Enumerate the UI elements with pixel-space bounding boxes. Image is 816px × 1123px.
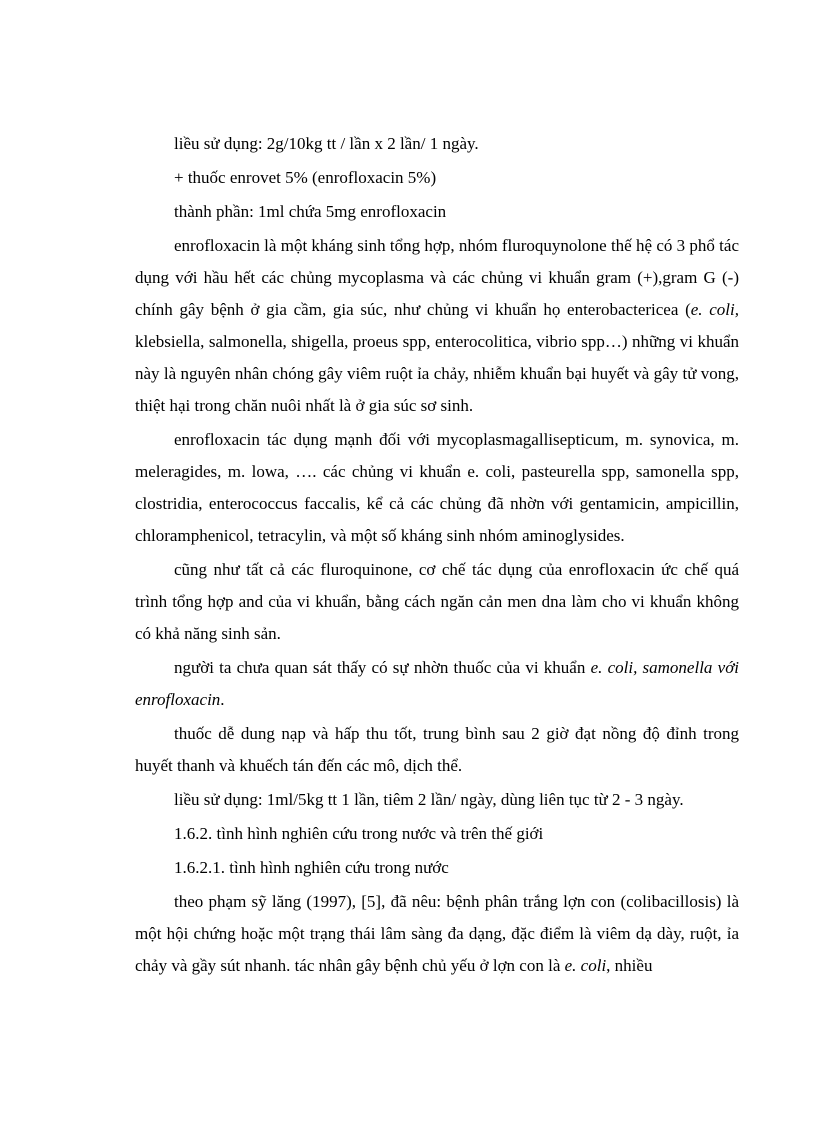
paragraph-drug-enrovet: + thuốc enrovet 5% (enrofloxacin 5%) [174,168,437,187]
text-run: theo phạm sỹ lăng (1997), [5], đã nêu: bệnh phân trắng lợn con (colibacillosis) là một hội chứng hoặc một trạng thái lâm sàng đa dạng, đặc điểm là viêm dạ dày, ruột, ỉa chảy và gầy sút nhanh. tác nhân gây bệnh chủ yếu ở lợn con là [135,892,739,975]
paragraph-absorption: thuốc dễ dung nạp và hấp thu tốt, trung bình sau 2 giờ đạt nồng độ đỉnh trong huyết thanh và khuếch tán đến các mô, dịch thể. [135,724,739,775]
italic-run: e. coli, [690,300,739,319]
paragraph-enrofloxacin-description [135,230,739,422]
text-run: enrofloxacin là một kháng sinh tổng hợp, nhóm fluroquynolone thế hệ có 3 phổ tác dụng với hầu hết các chủng mycoplasma và các chủng vi khuẩn gram (+),gram G (-) chính gây bệnh ở gia cầm, gia súc, như chủng vi khuẩn họ enterobactericea ( [135,236,739,319]
text-run: klebsiella, salmonella, shigella, proeus spp, enterocolitica, vibrio spp…) những vi khuẩn này là nguyên nhân chóng gây viêm ruột ỉa chảy, nhiễm khuẩn bại huyết và gây tử vong, thiệt hại trong chăn nuôi nhất là ở gia súc sơ sinh. [135,332,739,415]
italic-run: e. coli, samonella với enrofloxacin [135,658,739,709]
paragraph-dosage-1: liều sử dụng: 2g/10kg tt / lần x 2 lần/ 1 ngày. [174,134,479,153]
document-body [135,128,739,982]
paragraph-composition: thành phần: 1ml chứa 5mg enrofloxacin [174,202,447,221]
italic-run: e. coli [564,956,607,975]
text-run: . [220,690,225,709]
section-heading-1-6-2-1: 1.6.2.1. tình hình nghiên cứu trong nước [174,858,449,877]
text-run: người ta chưa quan sát thấy có sự nhờn thuốc của vi khuẩn [174,658,591,677]
paragraph-resistance [135,652,739,716]
section-heading-1-6-2: 1.6.2. tình hình nghiên cứu trong nước và trên thế giới [174,824,544,843]
paragraph-dosage-2: liều sử dụng: 1ml/5kg tt 1 lần, tiêm 2 lần/ ngày, dùng liên tục từ 2 - 3 ngày. [174,790,684,809]
paragraph-enrofloxacin-activity: enrofloxacin tác dụng mạnh đối với mycoplasmagallisepticum, m. synovica, m. meleragides, m. lowa, …. các chủng vi khuẩn e. coli, pasteurella spp, samonella spp, clostridia, enterococcus faccalis, kể cả các chủng đã nhờn với gentamicin, ampicillin, chloramphenicol, tetracylin, và một số kháng sinh nhóm aminoglysides. [135,430,739,545]
paragraph-mechanism: cũng như tất cả các fluroquinone, cơ chế tác dụng của enrofloxacin ức chế quá trình tổng hợp and của vi khuẩn, bằng cách ngăn cản men dna làm cho vi khuẩn không có khả năng sinh sản. [135,560,739,643]
text-run: , nhiều [606,956,653,975]
paragraph-pham-sy-lang [135,886,739,982]
